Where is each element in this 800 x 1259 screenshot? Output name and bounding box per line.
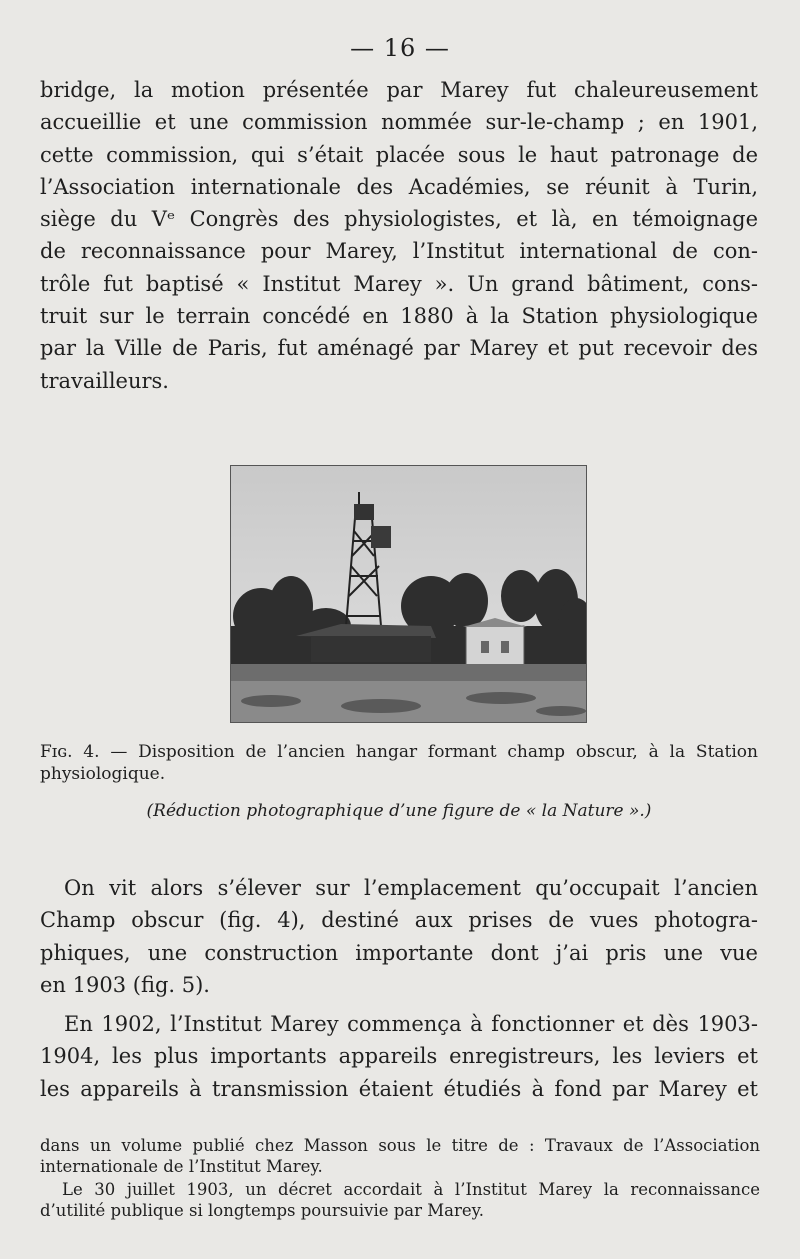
text-line: siège du Vᵉ Congrès des physiologistes, et là, en témoignage (40, 207, 758, 232)
text-line: truit sur le terrain concédé en 1880 à la Station physiologique (40, 304, 758, 329)
text-line: de reconnaissance pour Marey, l’Institut international de con- (40, 239, 758, 264)
text-line: phiques, une construction importante dont j’ai pris une vue (40, 940, 758, 965)
text-line: trôle fut baptisé « Institut Marey ». Un grand bâtiment, cons- (40, 271, 758, 296)
text-line: bridge, la motion présentée par Marey fut chaleureusement (40, 78, 758, 102)
footnote-line: dans un volume publié chez Masson sous le titre de : Travaux de l’Association (40, 1136, 760, 1155)
paragraph-3 (40, 1008, 758, 1105)
text-line: les appareils à transmission étaient étudiés à fond par Marey et (40, 1076, 758, 1101)
text-line: en 1903 (fig. 5). (40, 972, 210, 997)
text-line: accueillie et une commission nommée sur-le-champ ; en 1901, (40, 110, 758, 135)
text-line: cette commission, qui s’était placée sous le haut patronage de (40, 142, 758, 167)
paragraph-2 (40, 872, 758, 1001)
footnote-2 (40, 1179, 760, 1221)
figure-credit: (Réduction photographique d’une figure de « la Nature ».) (146, 801, 652, 821)
paragraph-1 (40, 74, 758, 397)
footnote-line: Le 30 juillet 1903, un décret accordait à l’Institut Marey la reconnaissance (62, 1180, 760, 1199)
figure-photo (230, 465, 587, 723)
text-line: 1904, les plus importants appareils enregistreurs, les leviers et (40, 1044, 758, 1069)
footnote-line: d’utilité publique si longtemps poursuivie par Marey. (40, 1201, 485, 1220)
page-number: — 16 — (350, 34, 450, 62)
text-line: En 1902, l’Institut Marey commença à fonctionner et dès 1903- (64, 1012, 758, 1036)
text-line: Champ obscur (fig. 4), destiné aux prises de vues photogra- (40, 908, 758, 933)
caption-line: Fɪɢ. 4. — Disposition de l’ancien hangar formant champ obscur, à la Station (40, 742, 758, 762)
text-line: l’Association internationale des Académies, se réunit à Turin, (40, 174, 758, 199)
caption-line: physiologique. (40, 764, 166, 784)
text-line: par la Ville de Paris, fut aménagé par Marey et put recevoir des (40, 336, 758, 361)
footnote-line: internationale de l’Institut Marey. (40, 1157, 323, 1176)
text-line: On vit alors s’élever sur l’emplacement qu’occupait l’ancien (64, 876, 758, 900)
text-line: travailleurs. (40, 368, 169, 393)
footnote-1 (40, 1135, 760, 1177)
figure-caption (40, 741, 758, 785)
